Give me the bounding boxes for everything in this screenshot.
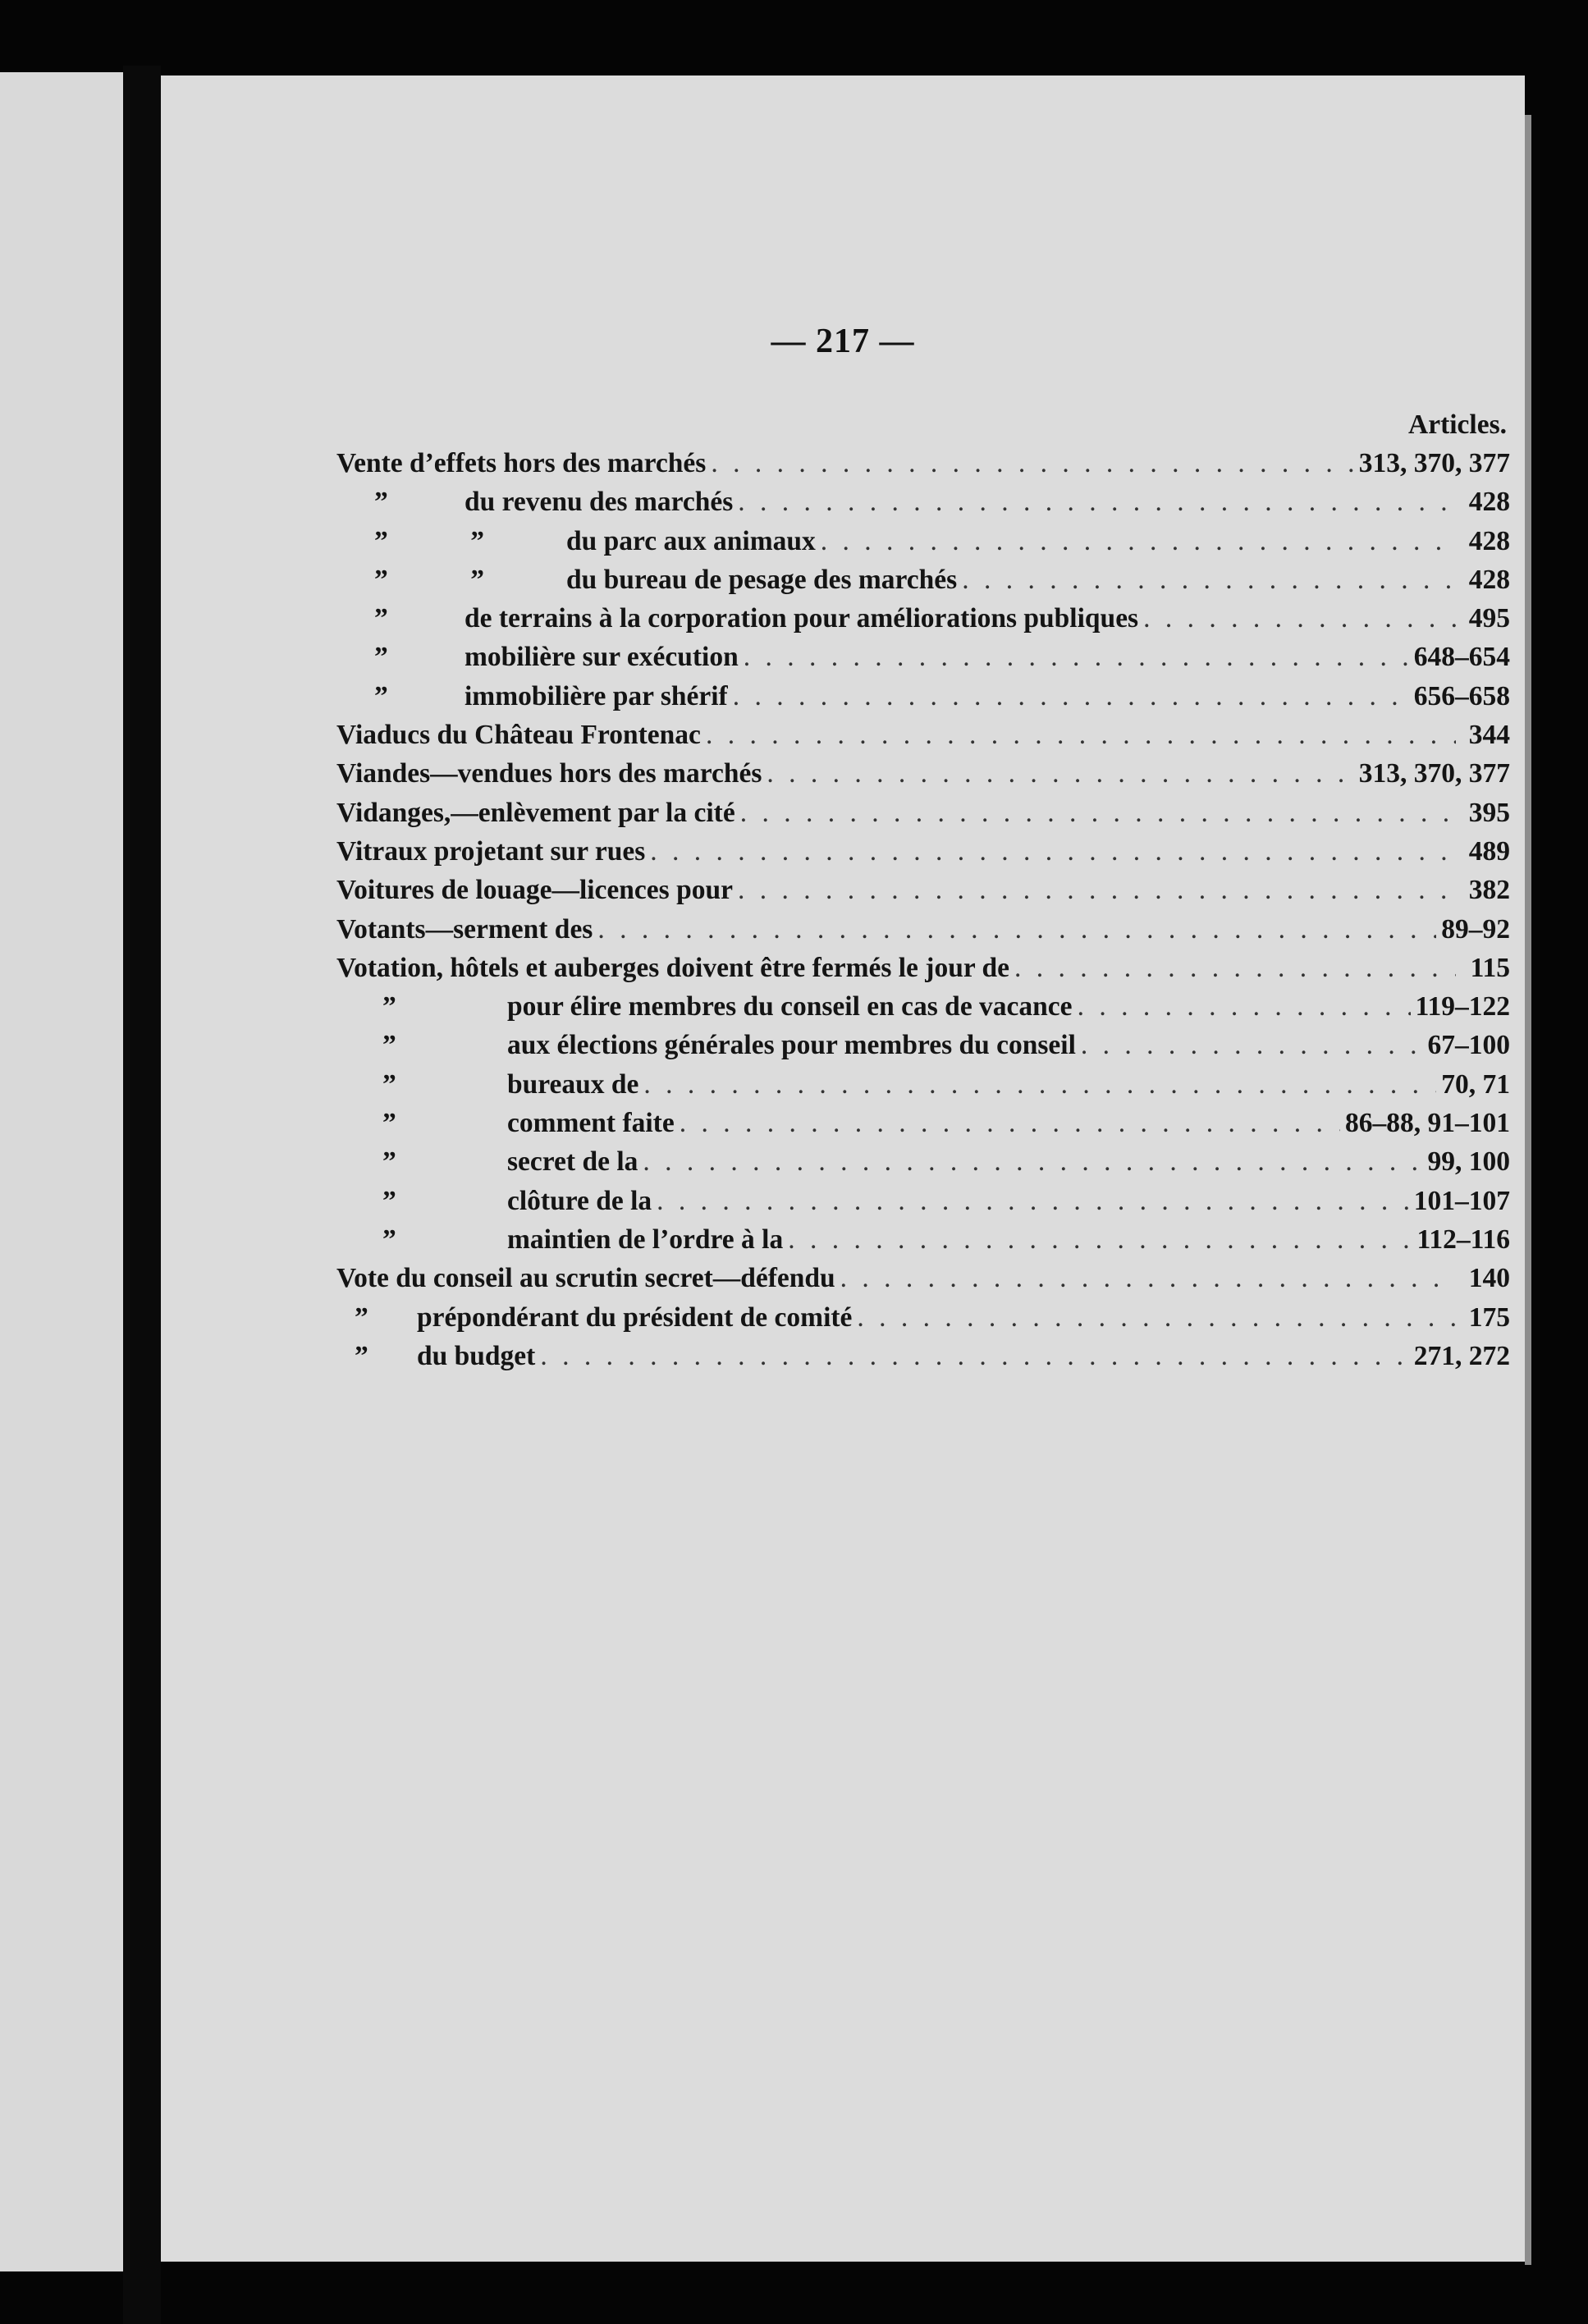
ditto-mark: ”: [382, 1185, 396, 1216]
entry-text: Vidanges,—enlèvement par la cité: [336, 797, 735, 828]
index-entry: [336, 677, 1510, 716]
entry-text: de terrains à la corporation pour améliorations publiques: [465, 603, 1139, 634]
entry-text: Votants—serment des: [336, 913, 593, 945]
article-reference: 495: [1468, 603, 1510, 634]
index-entry: [336, 949, 1510, 987]
index-entry: [336, 1337, 1510, 1375]
dot-leader: [767, 754, 1353, 793]
entry-text: Vente d’effets hors des marchés: [336, 448, 707, 478]
entry-text: mobilière sur exécution: [465, 642, 739, 673]
ditto-mark: ”: [382, 1146, 396, 1178]
entry-text: pour élire membres du conseil en cas de vacance: [507, 991, 1073, 1022]
index-entry: [336, 444, 1510, 483]
index-entry: [336, 1104, 1510, 1142]
index-entry: [336, 832, 1510, 871]
dot-leader: [711, 444, 1353, 483]
ditto-mark: ”: [355, 1340, 368, 1371]
index-entry: [336, 599, 1510, 638]
article-reference: 382: [1468, 875, 1510, 906]
dot-leader: [1078, 987, 1411, 1026]
article-reference: 428: [1468, 564, 1510, 595]
index-list: [336, 406, 1510, 1375]
article-reference: 101–107: [1413, 1185, 1510, 1216]
dot-leader: [738, 483, 1456, 521]
index-entry: [336, 1182, 1510, 1220]
ditto-mark: ”: [374, 487, 388, 518]
entry-text: Vote du conseil au scrutin secret—défendu: [336, 1263, 835, 1294]
article-reference: 344: [1468, 720, 1510, 751]
facing-page-edge: [0, 72, 126, 2271]
book-page: [161, 75, 1525, 2262]
entry-text: aux élections générales pour membres du conseil: [507, 1030, 1076, 1061]
book-gutter: [123, 66, 161, 2324]
ditto-mark: ”: [374, 603, 388, 634]
index-entry: [336, 1298, 1510, 1337]
article-reference: 99, 100: [1427, 1146, 1510, 1178]
article-reference: 140: [1468, 1263, 1510, 1294]
dot-leader: [740, 794, 1456, 832]
article-reference: 112–116: [1416, 1224, 1510, 1255]
entry-text: comment faite: [507, 1108, 675, 1139]
index-entry: [336, 638, 1510, 676]
article-reference: 395: [1468, 797, 1510, 828]
article-reference: 89–92: [1441, 913, 1510, 945]
ditto-mark: ”: [382, 1108, 396, 1139]
index-entry: [336, 1142, 1510, 1181]
article-reference: 656–658: [1413, 680, 1510, 711]
entry-text: clôture de la: [507, 1185, 652, 1216]
entry-text: maintien de l’ordre à la: [507, 1224, 784, 1255]
entry-text: immobilière par shérif: [465, 680, 728, 711]
dot-leader: [857, 1298, 1456, 1337]
index-entry: [336, 483, 1510, 521]
ditto-mark: ”: [382, 1068, 396, 1100]
entry-text: secret de la: [507, 1146, 638, 1178]
index-entry: [336, 1026, 1510, 1064]
entry-text: prépondérant du président de comité: [417, 1302, 853, 1333]
index-entry: [336, 754, 1510, 793]
page-shadow-edge: [1525, 115, 1531, 2265]
ditto-mark: ” ”: [374, 525, 484, 556]
dot-leader: [840, 1259, 1456, 1297]
article-reference: 70, 71: [1441, 1068, 1510, 1100]
ditto-mark: ”: [374, 642, 388, 673]
page-number: — 217 —: [771, 323, 915, 360]
article-reference: 489: [1468, 835, 1510, 867]
ditto-mark: ” ”: [374, 564, 484, 595]
ditto-mark: ”: [382, 991, 396, 1022]
dot-leader: [680, 1104, 1340, 1142]
index-entry: [336, 1220, 1510, 1259]
dot-leader: [643, 1142, 1422, 1181]
dot-leader: [733, 677, 1409, 716]
entry-text: Viaducs du Château Frontenac: [336, 720, 701, 751]
article-reference: 119–122: [1415, 991, 1510, 1022]
article-reference: 271, 272: [1413, 1340, 1510, 1371]
entry-text: du budget: [417, 1340, 536, 1371]
article-reference: 115: [1470, 952, 1510, 983]
index-entry: [336, 1259, 1510, 1297]
index-entry: [336, 560, 1510, 599]
dot-leader: [821, 522, 1456, 560]
index-entry: [336, 871, 1510, 909]
entry-text: du revenu des marchés: [465, 487, 734, 518]
entry-text: Vitraux projetant sur rues: [336, 835, 646, 867]
dot-leader: [962, 560, 1456, 599]
article-reference: 428: [1468, 487, 1510, 518]
index-entry: [336, 522, 1510, 560]
dot-leader: [1081, 1026, 1423, 1064]
entry-text: Votation, hôtels et auberges doivent être fermés le jour de: [336, 952, 1009, 983]
ditto-mark: ”: [382, 1030, 396, 1061]
article-reference: 428: [1468, 525, 1510, 556]
article-reference: 175: [1468, 1302, 1510, 1333]
ditto-mark: ”: [355, 1302, 368, 1333]
entry-text: du parc aux animaux: [566, 525, 816, 556]
entry-text: Viandes—vendues hors des marchés: [336, 758, 762, 789]
article-reference: 648–654: [1413, 642, 1510, 673]
dot-leader: [597, 910, 1436, 949]
ditto-mark: ”: [374, 680, 388, 711]
dot-leader: [540, 1337, 1408, 1375]
entry-text: bureaux de: [507, 1068, 639, 1100]
entry-text: Voitures de louage—licences pour: [336, 875, 733, 906]
article-reference: 313, 370, 377: [1358, 448, 1510, 478]
index-entry: [336, 716, 1510, 754]
index-entry: [336, 794, 1510, 832]
dot-leader: [657, 1182, 1409, 1220]
article-reference: 313, 370, 377: [1358, 758, 1510, 789]
ditto-mark: ”: [382, 1224, 396, 1255]
index-entry: [336, 1065, 1510, 1104]
entry-text: du bureau de pesage des marchés: [566, 564, 958, 595]
dot-leader: [706, 716, 1456, 754]
dot-leader: [1014, 949, 1456, 987]
dot-leader: [1143, 599, 1456, 638]
dot-leader: [643, 1065, 1436, 1104]
dot-leader: [744, 638, 1409, 676]
dot-leader: [650, 832, 1456, 871]
dot-leader: [738, 871, 1456, 909]
article-reference: 86–88, 91–101: [1345, 1108, 1510, 1139]
dot-leader: [788, 1220, 1412, 1259]
index-entry: [336, 987, 1510, 1026]
articles-column-header: Articles.: [1408, 409, 1507, 440]
index-entry: [336, 910, 1510, 949]
article-reference: 67–100: [1427, 1030, 1510, 1061]
